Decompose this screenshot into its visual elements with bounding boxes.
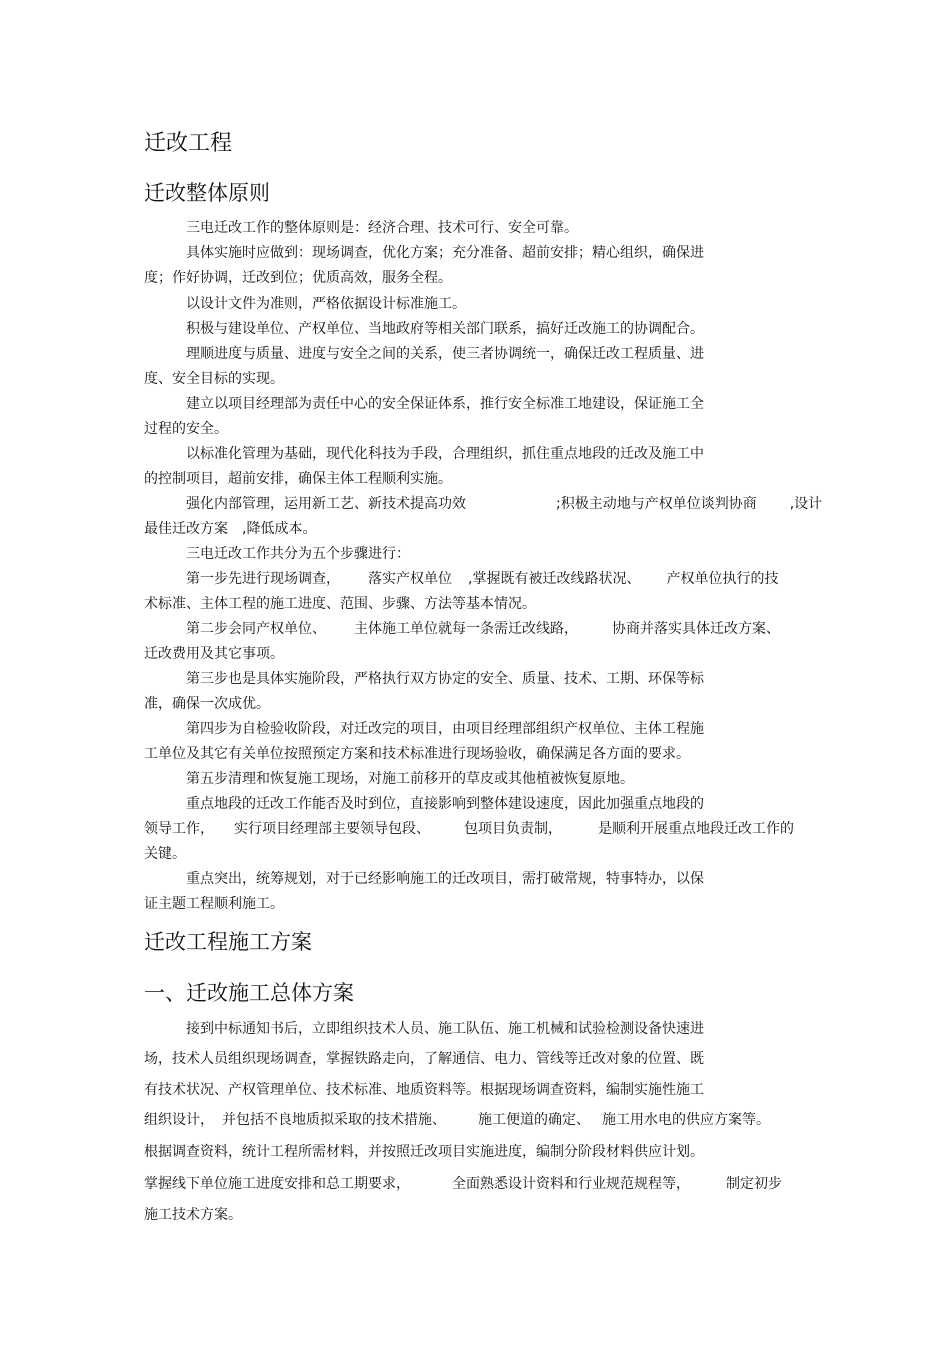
paragraph-line <box>186 571 778 587</box>
line-segment: 施工便道的确定、 <box>478 1112 590 1128</box>
line-segment: 是顺利开展重点地段迁改工作的 <box>598 821 794 837</box>
paragraph-line <box>186 621 780 637</box>
section-heading-overall-plan: 一、迁改施工总体方案 <box>144 981 354 1005</box>
paragraph-line: 场，技术人员组织现场调查，掌握铁路走向，了解通信、电力、管线等迁改对象的位置、既 <box>144 1051 704 1067</box>
paragraph-line: 准，确保一次成优。 <box>144 696 270 712</box>
paragraph-line: 的控制项目，超前安排，确保主体工程顺利实施。 <box>144 471 452 487</box>
paragraph-line <box>144 1176 782 1192</box>
paragraph-line: 最佳迁改方案 ,降低成本。 <box>144 521 317 537</box>
line-segment: 产权单位执行的技 <box>666 571 779 587</box>
paragraph-line: 接到中标通知书后，立即组织技术人员、施工队伍、施工机械和试验检测设备快速进 <box>186 1021 704 1037</box>
paragraph-line: 工单位及其它有关单位按照预定方案和技术标准进行现场验收，确保满足各方面的要求。 <box>144 746 690 762</box>
line-segment: 制定初步 <box>726 1176 782 1192</box>
paragraph-line: 有技术状况、产权管理单位、技术标准、地质资料等。根据现场调查资料，编制实施性施工 <box>144 1082 704 1098</box>
line-segment: ,设计 <box>789 496 823 512</box>
line-segment: 包项目负责制， <box>464 821 562 837</box>
paragraph-line: 度；作好协调，迁改到位；优质高效，服务全程。 <box>144 270 452 286</box>
paragraph-line: 理顺进度与质量、进度与安全之间的关系，使三者协调统一，确保迁改工程质量、进 <box>186 346 704 362</box>
paragraph-line: 重点地段的迁改工作能否及时到位，直接影响到整体建设速度，因此加强重点地段的 <box>186 796 704 812</box>
line-segment: ,掌握既有被迁改线路状况、 <box>468 571 641 587</box>
paragraph-line <box>144 821 794 837</box>
line-segment: 掌握线下单位施工进度安排和总工期要求， <box>144 1176 410 1192</box>
paragraph-line: 积极与建设单位、产权单位、当地政府等相关部门联系，搞好迁改施工的协调配合。 <box>186 321 704 337</box>
paragraph-line: 三电迁改工作共分为五个步骤进行： <box>186 546 410 562</box>
line-segment: 全面熟悉设计资料和行业规范规程等， <box>452 1176 690 1192</box>
paragraph-line: 术标准、主体工程的施工进度、范围、步骤、方法等基本情况。 <box>144 596 536 612</box>
paragraph-line: 根据调查资料，统计工程所需材料，并按照迁改项目实施进度，编制分阶段材料供应计划。 <box>144 1144 704 1160</box>
line-segment: 协商并落实具体迁改方案、 <box>612 621 780 637</box>
paragraph-line: 施工技术方案。 <box>144 1207 242 1223</box>
document-title: 迁改工程 <box>144 131 233 156</box>
line-segment: 领导工作， <box>144 821 214 837</box>
line-segment: 落实产权单位 <box>368 571 452 587</box>
section-heading-plan: 迁改工程施工方案 <box>144 930 312 954</box>
paragraph-line: 迁改费用及其它事项。 <box>144 646 284 662</box>
line-segment: 组织设计， <box>144 1112 214 1128</box>
section-heading-principles: 迁改整体原则 <box>144 181 270 205</box>
paragraph-line: 关键。 <box>144 846 186 862</box>
paragraph-line: 三电迁改工作的整体原则是：经济合理、技术可行、安全可靠。 <box>186 220 578 236</box>
line-segment: 并包括不良地质拟采取的技术措施、 <box>222 1112 446 1128</box>
paragraph-line: 建立以项目经理部为责任中心的安全保证体系，推行安全标准工地建设，保证施工全 <box>186 396 704 412</box>
paragraph-line: 度、安全目标的实现。 <box>144 371 284 387</box>
line-segment: 施工用水电的供应方案等。 <box>602 1112 770 1128</box>
line-segment: 主体施工单位就每一条需迁改线路， <box>354 621 578 637</box>
paragraph-line: 过程的安全。 <box>144 421 228 437</box>
paragraph-line: 以标准化管理为基础，现代化科技为手段，合理组织，抓住重点地段的迁改及施工中 <box>186 446 704 462</box>
line-segment: 第二步会同产权单位、 <box>186 621 326 637</box>
paragraph-line: 重点突出，统筹规划，对于已经影响施工的迁改项目，需打破常规，特事特办，以保 <box>186 871 704 887</box>
paragraph-line <box>144 1112 770 1128</box>
line-segment: 实行项目经理部主要领导包段、 <box>234 821 430 837</box>
line-segment: 第一步先进行现场调查， <box>186 571 340 587</box>
paragraph-line: 第四步为自检验收阶段，对迁改完的项目，由项目经理部组织产权单位、主体工程施 <box>186 721 704 737</box>
paragraph-line: 第三步也是具体实施阶段，严格执行双方协定的安全、质量、技术、工期、环保等标 <box>186 671 704 687</box>
line-segment: 强化内部管理，运用新工艺、新技术提高功效 <box>186 496 466 512</box>
line-segment: ;积极主动地与产权单位谈判协商 <box>556 496 757 512</box>
paragraph-line: 第五步清理和恢复施工现场，对施工前移开的草皮或其他植被恢复原地。 <box>186 771 634 787</box>
paragraph-line: 证主题工程顺利施工。 <box>144 896 284 912</box>
paragraph-line: 以设计文件为准则，严格依据设计标准施工。 <box>186 296 466 312</box>
paragraph-line <box>186 496 822 512</box>
paragraph-line: 具体实施时应做到：现场调查，优化方案；充分准备、超前安排；精心组织，确保进 <box>186 245 704 261</box>
